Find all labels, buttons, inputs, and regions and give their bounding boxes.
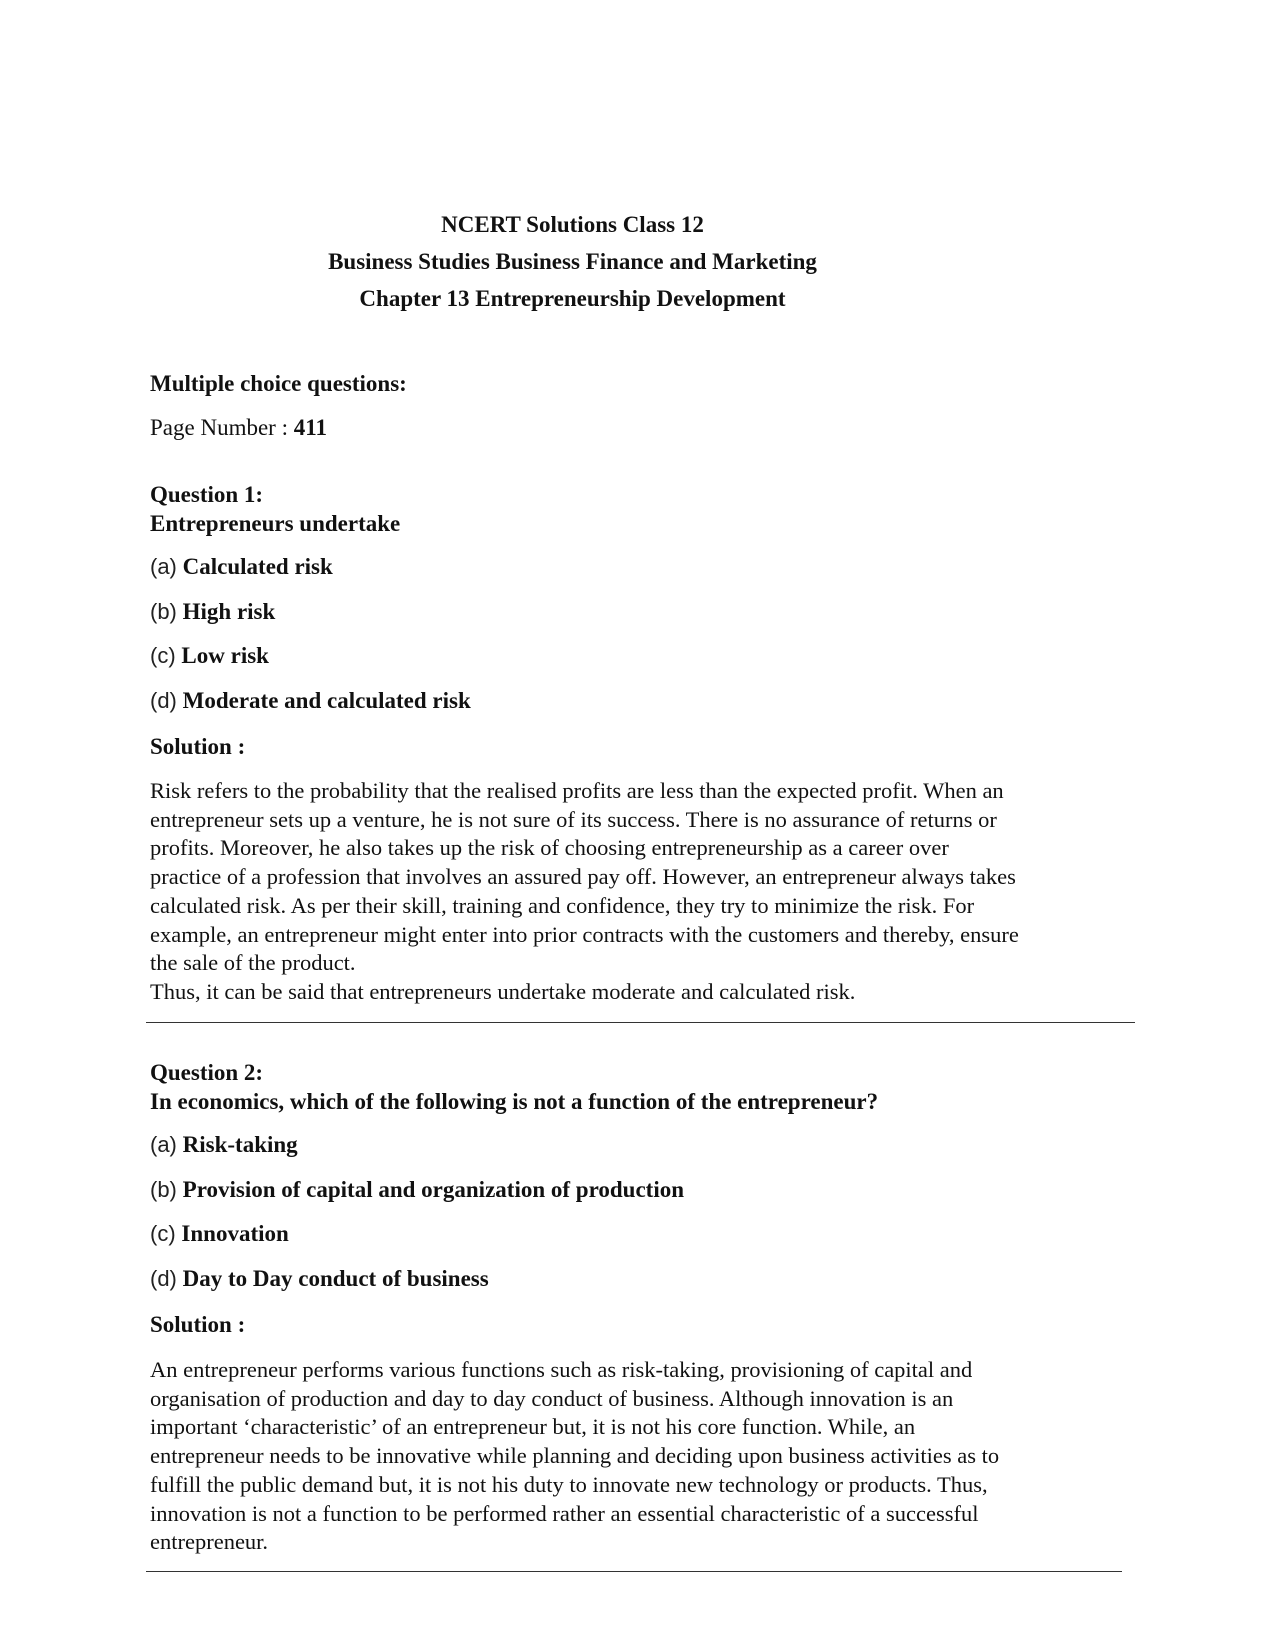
solution-line: innovation is not a function to be performed rather an essential characteristic of a successful (150, 1500, 979, 1526)
option-letter: (a) (150, 1132, 177, 1157)
option-letter: (a) (150, 554, 177, 579)
option-text: High risk (182, 598, 276, 624)
question-label: Question 1: (150, 482, 264, 507)
page-number-label: Page Number : (150, 415, 294, 440)
solution-line: entrepreneur needs to be innovative while planning and deciding upon business activities as to (150, 1443, 1000, 1469)
solution-line: Risk refers to the probability that the realised profits are less than the expected profit. When an (150, 778, 1004, 803)
option-item (150, 1219, 1140, 1264)
option-text: Calculated risk (182, 554, 333, 579)
solution-line: Thus, it can be said that entrepreneurs undertake moderate and calculated risk. (150, 978, 856, 1004)
page-number (150, 415, 327, 441)
option-text: Risk-taking (182, 1132, 298, 1157)
option-item (150, 1130, 1140, 1175)
option-text: Innovation (181, 1221, 289, 1246)
option-text: Provision of capital and organization of production (182, 1176, 685, 1202)
divider-rule (146, 1571, 1122, 1572)
solution-line: fulfill the public demand but, it is not his duty to innovate new technology or products. Thus, (150, 1471, 988, 1497)
page-number-value: 411 (293, 415, 327, 440)
question-label: Question 2: (150, 1060, 264, 1085)
solution-line: practice of a profession that involves an assured pay off. However, an entrepreneur always takes (150, 864, 1016, 890)
option-letter: (b) (150, 598, 177, 624)
solution-text (150, 1356, 1140, 1557)
option-item (150, 641, 1140, 686)
solution-line: organisation of production and day to day conduct of business. Although innovation is an (150, 1385, 954, 1411)
option-item (150, 1264, 1140, 1309)
solution-label: Solution : (150, 1312, 246, 1337)
option-item (150, 597, 1140, 642)
option-letter: (d) (150, 1265, 177, 1291)
question-block-2 (150, 1058, 1140, 1308)
option-letter: (b) (150, 1176, 177, 1202)
divider-rule (146, 1022, 1135, 1023)
question-text: In economics, which of the following is not a function of the entrepreneur? (150, 1089, 879, 1114)
solution-line: calculated risk. As per their skill, training and confidence, they try to minimize the risk. For (150, 892, 975, 918)
option-letter: (d) (150, 687, 177, 713)
option-text: Moderate and calculated risk (182, 687, 471, 713)
solution-line: entrepreneur sets up a venture, he is not sure of its success. There is no assurance of returns or (150, 806, 997, 832)
solution-line: important ‘characteristic’ of an entrepreneur but, it is not his core function. While, an (150, 1414, 916, 1440)
header-subject: Business Studies Business Finance and Marketing (328, 249, 817, 274)
option-text: Low risk (181, 643, 269, 668)
header-title: NCERT Solutions Class 12 (441, 212, 704, 237)
solution-line: An entrepreneur performs various functions such as risk-taking, provisioning of capital and (150, 1357, 973, 1382)
question-text: Entrepreneurs undertake (150, 511, 401, 536)
solution-label: Solution : (150, 734, 246, 759)
option-letter: (c) (150, 1221, 176, 1246)
option-letter: (c) (150, 643, 176, 668)
solution-text (150, 777, 1140, 1007)
solution-line: example, an entrepreneur might enter into prior contracts with the customers and thereby, ensure (150, 921, 1019, 947)
document-header (0, 206, 1145, 317)
option-item (150, 1175, 1140, 1220)
header-chapter: Chapter 13 Entrepreneurship Development (359, 286, 786, 311)
section-title: Multiple choice questions: (150, 371, 407, 396)
solution-line: the sale of the product. (150, 950, 356, 976)
solution-line: entrepreneur. (150, 1529, 269, 1555)
solution-line: profits. Moreover, he also takes up the risk of choosing entrepreneurship as a career over (150, 835, 949, 861)
question-block-1 (150, 480, 1140, 730)
option-item (150, 686, 1140, 731)
option-text: Day to Day conduct of business (182, 1265, 489, 1291)
option-item (150, 552, 1140, 597)
